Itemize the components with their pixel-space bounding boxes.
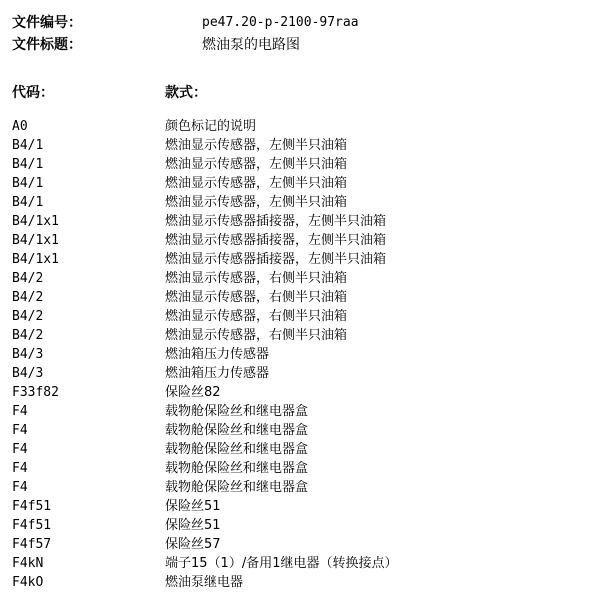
component-code: F4 [12, 442, 28, 457]
component-description: 燃油显示传感器插接器，左侧半只油箱 [165, 252, 387, 267]
component-description: 燃油箱压力传感器 [165, 347, 270, 362]
component-description: 保险丝57 [165, 537, 221, 552]
component-description: 燃油显示传感器，右侧半只油箱 [165, 328, 348, 343]
doc-number-value: pe47.20-p-2100-97raa [202, 15, 359, 30]
component-code: F4kN [12, 556, 44, 571]
list-item [12, 117, 597, 136]
doc-number-row [12, 12, 597, 34]
component-code: F4f51 [12, 518, 52, 533]
component-code: B4/2 [12, 290, 44, 305]
component-description: 燃油显示传感器插接器，左侧半只油箱 [165, 233, 387, 248]
doc-number-label: 文件编号： [12, 15, 82, 31]
list-item [12, 478, 597, 497]
component-code: B4/1x1 [12, 252, 59, 267]
list-item [12, 535, 597, 554]
list-item [12, 459, 597, 478]
component-code: B4/1x1 [12, 233, 59, 248]
component-description: 保险丝51 [165, 518, 221, 533]
component-code: F4 [12, 480, 28, 495]
component-description: 燃油显示传感器插接器，左侧半只油箱 [165, 214, 387, 229]
list-item [12, 174, 597, 193]
component-code: F4 [12, 423, 28, 438]
component-code: B4/3 [12, 347, 44, 362]
component-description: 燃油显示传感器，右侧半只油箱 [165, 271, 348, 286]
component-description: 燃油显示传感器，左侧半只油箱 [165, 195, 348, 210]
component-code: B4/1x1 [12, 214, 59, 229]
document [12, 12, 597, 592]
list-item [12, 155, 597, 174]
list-item [12, 250, 597, 269]
list-item [12, 402, 597, 421]
component-code: F4 [12, 404, 28, 419]
component-code: F4kO [12, 575, 44, 590]
component-description: 载物舱保险丝和继电器盒 [165, 480, 309, 495]
list-item [12, 554, 597, 573]
component-description: 载物舱保险丝和继电器盒 [165, 442, 309, 457]
component-description: 颜色标记的说明 [165, 119, 257, 134]
list-item [12, 497, 597, 516]
component-code: B4/2 [12, 309, 44, 324]
component-description: 载物舱保险丝和继电器盒 [165, 461, 309, 476]
column-headers [12, 82, 597, 104]
component-code: F4 [12, 461, 28, 476]
list-item [12, 516, 597, 535]
component-description: 燃油显示传感器，左侧半只油箱 [165, 138, 348, 153]
component-code: B4/2 [12, 328, 44, 343]
component-code: F33f82 [12, 385, 59, 400]
doc-title-row [12, 34, 597, 56]
list-item [12, 231, 597, 250]
component-code: B4/1 [12, 157, 44, 172]
doc-title-value: 燃油泵的电路图 [202, 37, 300, 53]
list-item [12, 288, 597, 307]
list-item [12, 326, 597, 345]
list-item [12, 212, 597, 231]
list-item [12, 440, 597, 459]
doc-title-label: 文件标题： [12, 37, 82, 53]
component-code: F4f57 [12, 537, 52, 552]
list-item [12, 193, 597, 212]
component-code: A0 [12, 119, 28, 134]
component-code: B4/3 [12, 366, 44, 381]
list-item [12, 364, 597, 383]
component-code: B4/1 [12, 176, 44, 191]
list-item [12, 383, 597, 402]
list-item [12, 269, 597, 288]
component-description: 燃油显示传感器，左侧半只油箱 [165, 176, 348, 191]
component-code: F4f51 [12, 499, 52, 514]
component-description: 保险丝51 [165, 499, 221, 514]
component-description: 载物舱保险丝和继电器盒 [165, 404, 309, 419]
component-code: B4/1 [12, 138, 44, 153]
component-code: B4/1 [12, 195, 44, 210]
description-column-header: 款式： [165, 85, 207, 101]
list-item [12, 136, 597, 155]
component-code: B4/2 [12, 271, 44, 286]
component-description: 燃油箱压力传感器 [165, 366, 270, 381]
component-description: 保险丝82 [165, 385, 221, 400]
list-item [12, 345, 597, 364]
component-description: 燃油显示传感器，右侧半只油箱 [165, 309, 348, 324]
code-column-header: 代码： [12, 85, 54, 101]
component-description: 载物舱保险丝和继电器盒 [165, 423, 309, 438]
component-description: 燃油显示传感器，右侧半只油箱 [165, 290, 348, 305]
list-item [12, 421, 597, 440]
component-list [12, 117, 597, 592]
component-description: 燃油显示传感器，左侧半只油箱 [165, 157, 348, 172]
list-item [12, 307, 597, 326]
component-description: 端子15（1）/备用1继电器（转换接点） [165, 556, 398, 571]
list-item [12, 573, 597, 592]
component-description: 燃油泵继电器 [165, 575, 244, 590]
